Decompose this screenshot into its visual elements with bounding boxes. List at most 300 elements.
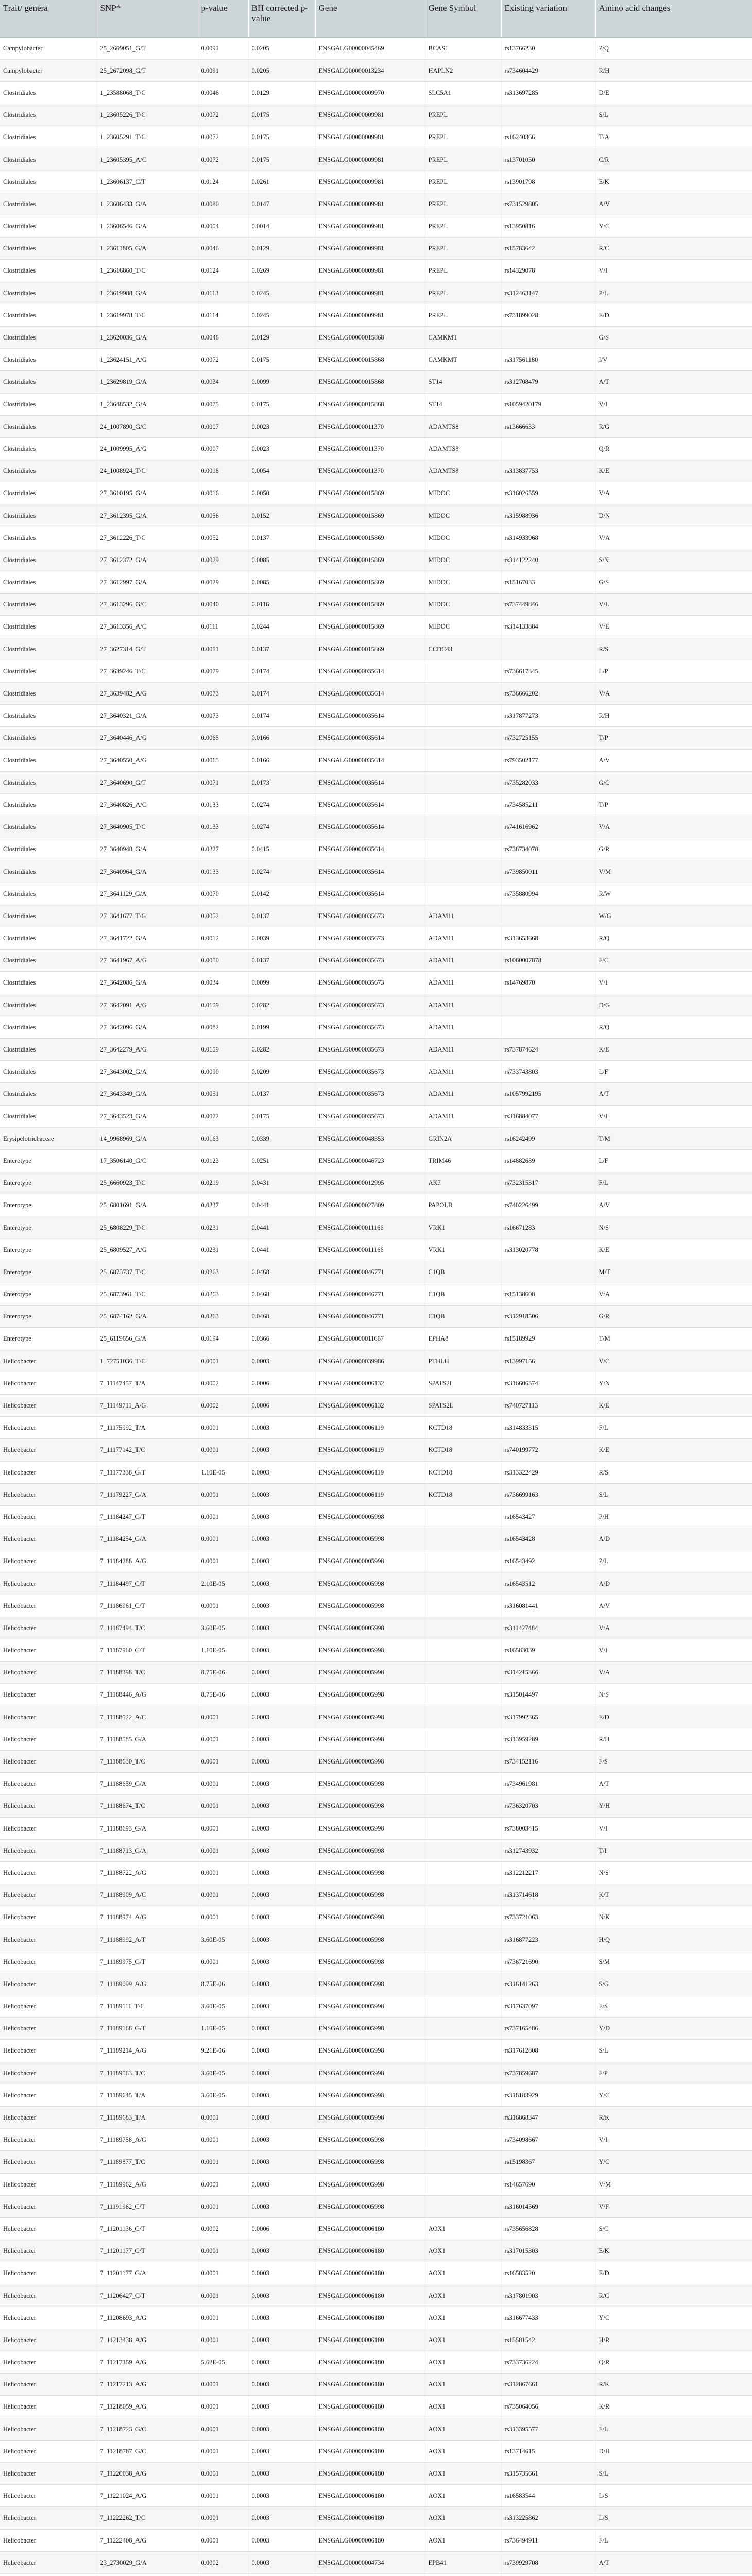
bh-p-value-cell: 0.0003 xyxy=(248,1595,315,1617)
gene-cell: ENSGALG00000015869 xyxy=(315,504,425,527)
gene-symbol-cell: CAMKMT xyxy=(425,349,501,371)
gene-cell: ENSGALG00000011370 xyxy=(315,437,425,460)
snp-cell: 7_11201177_C/T xyxy=(97,2240,198,2262)
trait-cell: Clostridiales xyxy=(0,638,97,660)
p-value-cell: 0.0046 xyxy=(198,81,248,104)
gene-symbol-cell: AOX1 xyxy=(425,2374,501,2396)
gene-cell: ENSGALG00000009981 xyxy=(315,193,425,215)
p-value-cell: 0.0072 xyxy=(198,349,248,371)
amino-acid-cell: E/D xyxy=(595,1706,752,1728)
existing-variation-cell: rs316877223 xyxy=(501,1928,595,1951)
gene-cell: ENSGALG00000006180 xyxy=(315,2262,425,2284)
p-value-cell: 0.0051 xyxy=(198,1083,248,1105)
gene-symbol-cell: MIDOC xyxy=(425,616,501,638)
gene-cell: ENSGALG00000005998 xyxy=(315,2018,425,2040)
p-value-cell: 0.0001 xyxy=(198,1528,248,1550)
bh-p-value-cell: 0.0274 xyxy=(248,816,315,838)
table-row xyxy=(0,2262,752,2284)
gene-symbol-cell: ADAM11 xyxy=(425,972,501,994)
gene-cell: ENSGALG00000005998 xyxy=(315,1951,425,1973)
table-row xyxy=(0,504,752,527)
amino-acid-cell: V/E xyxy=(595,616,752,638)
gene-symbol-cell xyxy=(425,682,501,704)
snp-cell: 7_11188909_A/C xyxy=(97,1884,198,1906)
gene-symbol-cell: AOX1 xyxy=(425,2262,501,2284)
amino-acid-cell: V/I xyxy=(595,1105,752,1127)
table-row xyxy=(0,1483,752,1505)
snp-cell: 27_3639482_A/G xyxy=(97,682,198,704)
bh-p-value-cell: 0.0003 xyxy=(248,2195,315,2217)
p-value-cell: 0.0163 xyxy=(198,1127,248,1149)
p-value-cell: 0.0091 xyxy=(198,59,248,81)
gene-symbol-cell: AOX1 xyxy=(425,2307,501,2329)
table-row xyxy=(0,126,752,148)
p-value-cell: 0.0001 xyxy=(198,1884,248,1906)
trait-cell: Helicobacter xyxy=(0,1483,97,1505)
gene-cell: ENSGALG00000009981 xyxy=(315,282,425,304)
amino-acid-cell: K/T xyxy=(595,1884,752,1906)
existing-variation-cell: rs14882689 xyxy=(501,1149,595,1172)
snp-cell: 7_11177338_G/T xyxy=(97,1461,198,1483)
table-row xyxy=(0,1350,752,1372)
existing-variation-cell: rs316141263 xyxy=(501,1973,595,1995)
bh-p-value-cell: 0.0174 xyxy=(248,682,315,704)
snp-cell: 7_11188522_A/C xyxy=(97,1706,198,1728)
amino-acid-cell: D/N xyxy=(595,504,752,527)
p-value-cell: 0.0007 xyxy=(198,415,248,437)
bh-p-value-cell: 0.0023 xyxy=(248,437,315,460)
gene-symbol-cell: SPATS2L xyxy=(425,1372,501,1394)
table-row xyxy=(0,1306,752,1328)
p-value-cell: 0.0114 xyxy=(198,304,248,326)
bh-p-value-cell: 0.0137 xyxy=(248,905,315,927)
table-row xyxy=(0,771,752,793)
snp-cell: 7_11217213_A/G xyxy=(97,2374,198,2396)
trait-cell: Enterotype xyxy=(0,1261,97,1283)
amino-acid-cell: F/L xyxy=(595,2418,752,2440)
amino-acid-cell: M/T xyxy=(595,1261,752,1283)
p-value-cell: 0.0072 xyxy=(198,104,248,126)
p-value-cell: 0.0001 xyxy=(198,2507,248,2529)
trait-cell: Helicobacter xyxy=(0,2507,97,2529)
table-row xyxy=(0,2040,752,2062)
table-row xyxy=(0,415,752,437)
existing-variation-cell: rs317561180 xyxy=(501,349,595,371)
table-row xyxy=(0,2284,752,2307)
snp-cell: 7_11188585_G/A xyxy=(97,1728,198,1750)
bh-p-value-cell: 0.0468 xyxy=(248,1306,315,1328)
p-value-cell: 0.0002 xyxy=(198,1394,248,1416)
trait-cell: Clostridiales xyxy=(0,905,97,927)
p-value-cell: 0.0034 xyxy=(198,371,248,393)
table-row xyxy=(0,1172,752,1194)
existing-variation-cell xyxy=(501,1016,595,1038)
snp-cell: 25_6873737_T/C xyxy=(97,1261,198,1283)
gene-symbol-cell: EPHA8 xyxy=(425,1328,501,1350)
amino-acid-cell: N/S xyxy=(595,1216,752,1239)
table-row xyxy=(0,1372,752,1394)
table-row xyxy=(0,1417,752,1439)
trait-cell: Clostridiales xyxy=(0,950,97,972)
amino-acid-cell: S/L xyxy=(595,1483,752,1505)
snp-cell: 7_11213438_A/G xyxy=(97,2329,198,2351)
snp-cell: 27_3627314_G/T xyxy=(97,638,198,660)
table-row xyxy=(0,883,752,905)
snp-cell: 1_72751036_T/C xyxy=(97,1350,198,1372)
p-value-cell: 9.21E-06 xyxy=(198,2040,248,2062)
trait-cell: Helicobacter xyxy=(0,1995,97,2018)
gene-cell: ENSGALG00000005998 xyxy=(315,1639,425,1662)
gene-symbol-cell: MIDOC xyxy=(425,504,501,527)
existing-variation-cell: rs736721690 xyxy=(501,1951,595,1973)
p-value-cell: 8.75E-06 xyxy=(198,1662,248,1684)
gene-symbol-cell xyxy=(425,860,501,883)
gene-symbol-cell: AOX1 xyxy=(425,2284,501,2307)
p-value-cell: 0.0194 xyxy=(198,1328,248,1350)
table-row xyxy=(0,816,752,838)
gene-symbol-cell: TRIM46 xyxy=(425,1149,501,1172)
amino-acid-cell: A/D xyxy=(595,1572,752,1595)
snp-cell: 7_11177142_T/C xyxy=(97,1439,198,1461)
gene-cell: ENSGALG00000005998 xyxy=(315,2040,425,2062)
amino-acid-cell: E/D xyxy=(595,2262,752,2284)
gene-symbol-cell xyxy=(425,1639,501,1662)
bh-p-value-cell: 0.0003 xyxy=(248,1951,315,1973)
table-row xyxy=(0,326,752,348)
p-value-cell: 0.0001 xyxy=(198,1350,248,1372)
p-value-cell: 0.0001 xyxy=(198,1817,248,1839)
existing-variation-cell: rs313322429 xyxy=(501,1461,595,1483)
existing-variation-cell: rs13701050 xyxy=(501,148,595,171)
trait-cell: Helicobacter xyxy=(0,1528,97,1550)
trait-cell: Enterotype xyxy=(0,1306,97,1328)
bh-p-value-cell: 0.0142 xyxy=(248,883,315,905)
gene-symbol-cell xyxy=(425,660,501,682)
p-value-cell: 0.0001 xyxy=(198,1595,248,1617)
existing-variation-cell: rs318183929 xyxy=(501,2084,595,2106)
gene-cell: ENSGALG00000035614 xyxy=(315,749,425,771)
table-body xyxy=(0,37,752,2576)
trait-cell: Helicobacter xyxy=(0,1439,97,1461)
snp-cell: 27_3643523_G/A xyxy=(97,1105,198,1127)
gene-cell: ENSGALG00000005998 xyxy=(315,1550,425,1572)
table-row xyxy=(0,104,752,126)
table-row xyxy=(0,1105,752,1127)
bh-p-value-cell: 0.0003 xyxy=(248,2396,315,2418)
trait-cell: Clostridiales xyxy=(0,549,97,571)
trait-cell: Clostridiales xyxy=(0,81,97,104)
header-snp: SNP* xyxy=(97,0,198,37)
p-value-cell: 0.0002 xyxy=(198,1372,248,1394)
trait-cell: Helicobacter xyxy=(0,1906,97,1928)
trait-cell: Helicobacter xyxy=(0,1839,97,1861)
table-row xyxy=(0,638,752,660)
gene-cell: ENSGALG00000011166 xyxy=(315,1216,425,1239)
bh-p-value-cell: 0.0003 xyxy=(248,1839,315,1861)
gene-cell: ENSGALG00000035673 xyxy=(315,1083,425,1105)
snp-cell: 25_6119656_G/A xyxy=(97,1328,198,1350)
snp-cell: 1_23605226_T/C xyxy=(97,104,198,126)
trait-cell: Helicobacter xyxy=(0,1750,97,1772)
existing-variation-cell xyxy=(501,104,595,126)
existing-variation-cell: rs733736224 xyxy=(501,2351,595,2374)
p-value-cell: 0.0012 xyxy=(198,927,248,950)
gene-cell: ENSGALG00000009981 xyxy=(315,260,425,282)
gene-symbol-cell xyxy=(425,1773,501,1795)
trait-cell: Helicobacter xyxy=(0,1973,97,1995)
table-row xyxy=(0,1928,752,1951)
bh-p-value-cell: 0.0003 xyxy=(248,2374,315,2396)
gene-symbol-cell xyxy=(425,883,501,905)
snp-cell: 27_3641677_T/G xyxy=(97,905,198,927)
trait-cell: Helicobacter xyxy=(0,2440,97,2462)
gene-cell: ENSGALG00000005998 xyxy=(315,1817,425,1839)
existing-variation-cell: rs1057992195 xyxy=(501,1083,595,1105)
p-value-cell: 3.60E-05 xyxy=(198,1617,248,1639)
bh-p-value-cell: 0.0003 xyxy=(248,1350,315,1372)
amino-acid-cell: V/I xyxy=(595,1817,752,1839)
trait-cell: Enterotype xyxy=(0,1194,97,1216)
amino-acid-cell: Y/C xyxy=(595,2151,752,2173)
amino-acid-cell: V/A xyxy=(595,816,752,838)
gene-symbol-cell: AOX1 xyxy=(425,2396,501,2418)
gene-cell: ENSGALG00000006180 xyxy=(315,2462,425,2484)
bh-p-value-cell: 0.0003 xyxy=(248,1995,315,2018)
gene-symbol-cell xyxy=(425,838,501,860)
p-value-cell: 0.0001 xyxy=(198,1483,248,1505)
trait-cell: Helicobacter xyxy=(0,1795,97,1817)
snp-cell: 7_11188674_T/C xyxy=(97,1795,198,1817)
existing-variation-cell: rs315735661 xyxy=(501,2462,595,2484)
table-row xyxy=(0,393,752,415)
amino-acid-cell: R/Q xyxy=(595,1016,752,1038)
bh-p-value-cell: 0.0003 xyxy=(248,2507,315,2529)
snp-cell: 7_11184247_G/T xyxy=(97,1505,198,1528)
existing-variation-cell xyxy=(501,1261,595,1283)
existing-variation-cell xyxy=(501,994,595,1016)
existing-variation-cell: rs740226499 xyxy=(501,1194,595,1216)
snp-cell: 7_11187494_T/C xyxy=(97,1617,198,1639)
bh-p-value-cell: 0.0251 xyxy=(248,1149,315,1172)
existing-variation-cell: rs316014569 xyxy=(501,2195,595,2217)
bh-p-value-cell: 0.0175 xyxy=(248,104,315,126)
amino-acid-cell: Y/N xyxy=(595,1372,752,1394)
gene-symbol-cell xyxy=(425,1973,501,1995)
table-row xyxy=(0,1572,752,1595)
snp-cell: 7_11189563_T/C xyxy=(97,2062,198,2084)
bh-p-value-cell: 0.0006 xyxy=(248,1372,315,1394)
amino-acid-cell: R/C xyxy=(595,238,752,260)
gene-cell: ENSGALG00000015868 xyxy=(315,393,425,415)
existing-variation-cell: rs732725155 xyxy=(501,727,595,749)
snp-cell: 7_11208693_A/G xyxy=(97,2307,198,2329)
trait-cell: Clostridiales xyxy=(0,193,97,215)
bh-p-value-cell: 0.0003 xyxy=(248,1684,315,1706)
snp-cell: 27_3643002_G/A xyxy=(97,1061,198,1083)
existing-variation-cell: rs317015303 xyxy=(501,2240,595,2262)
gene-cell: ENSGALG00000015868 xyxy=(315,349,425,371)
table-row xyxy=(0,1194,752,1216)
gene-symbol-cell xyxy=(425,1595,501,1617)
bh-p-value-cell: 0.0147 xyxy=(248,193,315,215)
p-value-cell: 0.0001 xyxy=(198,1439,248,1461)
gene-symbol-cell: VRK1 xyxy=(425,1216,501,1239)
bh-p-value-cell: 0.0003 xyxy=(248,1483,315,1505)
trait-cell: Clostridiales xyxy=(0,594,97,616)
existing-variation-cell: rs314833315 xyxy=(501,1417,595,1439)
snp-cell: 7_11188693_G/A xyxy=(97,1817,198,1839)
p-value-cell: 0.0159 xyxy=(198,994,248,1016)
p-value-cell: 0.0065 xyxy=(198,727,248,749)
amino-acid-cell: P/Q xyxy=(595,37,752,59)
bh-p-value-cell: 0.0003 xyxy=(248,1750,315,1772)
amino-acid-cell: F/L xyxy=(595,1172,752,1194)
gene-symbol-cell xyxy=(425,1550,501,1572)
existing-variation-cell: rs16543428 xyxy=(501,1528,595,1550)
bh-p-value-cell: 0.0099 xyxy=(248,972,315,994)
gene-symbol-cell: ADAM11 xyxy=(425,927,501,950)
p-value-cell: 0.0111 xyxy=(198,616,248,638)
gene-cell: ENSGALG00000015869 xyxy=(315,616,425,638)
gene-cell: ENSGALG00000009981 xyxy=(315,148,425,171)
trait-cell: Clostridiales xyxy=(0,771,97,793)
table-row xyxy=(0,349,752,371)
trait-cell: Helicobacter xyxy=(0,2062,97,2084)
existing-variation-cell: rs315014497 xyxy=(501,1684,595,1706)
gene-symbol-cell: PREPL xyxy=(425,126,501,148)
trait-cell: Helicobacter xyxy=(0,1728,97,1750)
gene-symbol-cell: AOX1 xyxy=(425,2440,501,2462)
trait-cell: Helicobacter xyxy=(0,1372,97,1394)
header-row xyxy=(0,0,752,37)
table-row xyxy=(0,2195,752,2217)
trait-cell: Clostridiales xyxy=(0,460,97,482)
snp-cell: 7_11147457_T/A xyxy=(97,1372,198,1394)
table-row xyxy=(0,1283,752,1306)
bh-p-value-cell: 0.0003 xyxy=(248,1795,315,1817)
bh-p-value-cell: 0.0129 xyxy=(248,326,315,348)
gene-symbol-cell: ADAM11 xyxy=(425,994,501,1016)
trait-cell: Clostridiales xyxy=(0,148,97,171)
gene-symbol-cell: ADAMTS8 xyxy=(425,460,501,482)
table-row xyxy=(0,1216,752,1239)
bh-p-value-cell: 0.0003 xyxy=(248,2529,315,2551)
snp-cell: 25_2672098_G/T xyxy=(97,59,198,81)
gene-cell: ENSGALG00000005998 xyxy=(315,1572,425,1595)
p-value-cell: 0.0001 xyxy=(198,1417,248,1439)
gene-symbol-cell: EPB41 xyxy=(425,2551,501,2573)
amino-acid-cell: A/D xyxy=(595,1528,752,1550)
gene-cell: ENSGALG00000011166 xyxy=(315,1239,425,1261)
gene-cell: ENSGALG00000011370 xyxy=(315,460,425,482)
table-row xyxy=(0,1016,752,1038)
trait-cell: Clostridiales xyxy=(0,415,97,437)
gene-cell: ENSGALG00000005998 xyxy=(315,1795,425,1817)
trait-cell: Enterotype xyxy=(0,1239,97,1261)
bh-p-value-cell: 0.0003 xyxy=(248,1662,315,1684)
gene-symbol-cell xyxy=(425,2173,501,2195)
trait-cell: Clostridiales xyxy=(0,793,97,816)
table-row xyxy=(0,1239,752,1261)
existing-variation-cell: rs740199772 xyxy=(501,1439,595,1461)
trait-cell: Helicobacter xyxy=(0,1505,97,1528)
table-row xyxy=(0,616,752,638)
existing-variation-cell: rs736320703 xyxy=(501,1795,595,1817)
p-value-cell: 0.0001 xyxy=(198,2307,248,2329)
p-value-cell: 3.60E-05 xyxy=(198,2062,248,2084)
bh-p-value-cell: 0.0006 xyxy=(248,2217,315,2240)
snp-cell: 7_11189111_T/C xyxy=(97,1995,198,2018)
existing-variation-cell: rs737449846 xyxy=(501,594,595,616)
snp-cell: 27_3642096_G/A xyxy=(97,1016,198,1038)
gene-cell: ENSGALG00000006132 xyxy=(315,1394,425,1416)
table-row xyxy=(0,1461,752,1483)
gene-cell: ENSGALG00000005998 xyxy=(315,1861,425,1884)
p-value-cell: 0.0029 xyxy=(198,571,248,594)
table-row xyxy=(0,1995,752,2018)
amino-acid-cell: E/K xyxy=(595,171,752,193)
snp-cell: 24_1008924_T/C xyxy=(97,460,198,482)
amino-acid-cell: R/S xyxy=(595,1461,752,1483)
bh-p-value-cell: 0.0039 xyxy=(248,927,315,950)
table-row xyxy=(0,2507,752,2529)
existing-variation-cell: rs15138608 xyxy=(501,1283,595,1306)
table-row xyxy=(0,2173,752,2195)
bh-p-value-cell: 0.0245 xyxy=(248,304,315,326)
amino-acid-cell: V/A xyxy=(595,1283,752,1306)
amino-acid-cell: A/V xyxy=(595,749,752,771)
snp-cell: 27_3640948_G/A xyxy=(97,838,198,860)
table-row xyxy=(0,950,752,972)
table-row xyxy=(0,1951,752,1973)
table-row xyxy=(0,994,752,1016)
p-value-cell: 0.0001 xyxy=(198,2329,248,2351)
amino-acid-cell: T/M xyxy=(595,1127,752,1149)
amino-acid-cell: S/N xyxy=(595,549,752,571)
snp-cell: 7_11189099_A/G xyxy=(97,1973,198,1995)
gene-cell xyxy=(315,2573,425,2576)
trait-cell: Clostridiales xyxy=(0,371,97,393)
gene-symbol-cell xyxy=(425,2062,501,2084)
gene-symbol-cell: PREPL xyxy=(425,104,501,126)
p-value-cell: 0.0001 xyxy=(198,2529,248,2551)
trait-cell: Clostridiales xyxy=(0,260,97,282)
p-value-cell: 3.60E-05 xyxy=(198,2084,248,2106)
p-value-cell: 0.0001 xyxy=(198,1839,248,1861)
bh-p-value-cell: 0.0003 xyxy=(248,2284,315,2307)
table-row xyxy=(0,1127,752,1149)
existing-variation-cell: rs738734078 xyxy=(501,838,595,860)
snp-cell: 1_23648532_G/A xyxy=(97,393,198,415)
p-value-cell: 0.0001 xyxy=(198,2151,248,2173)
table-row xyxy=(0,972,752,994)
existing-variation-cell xyxy=(501,638,595,660)
existing-variation-cell: rs739929708 xyxy=(501,2551,595,2573)
gene-cell: ENSGALG00000006119 xyxy=(315,1483,425,1505)
table-row xyxy=(0,2307,752,2329)
gene-cell: ENSGALG00000005998 xyxy=(315,1995,425,2018)
trait-cell: Clostridiales xyxy=(0,660,97,682)
bh-p-value-cell: 0.0003 xyxy=(248,2106,315,2128)
gene-symbol-cell: KCTD18 xyxy=(425,1417,501,1439)
gene-symbol-cell xyxy=(425,1505,501,1528)
p-value-cell: 0.0046 xyxy=(198,238,248,260)
gene-symbol-cell: ADAM11 xyxy=(425,1105,501,1127)
bh-p-value-cell: 0.0166 xyxy=(248,749,315,771)
bh-p-value-cell: 0.0003 xyxy=(248,1861,315,1884)
bh-p-value-cell: 0.0003 xyxy=(248,1817,315,1839)
amino-acid-cell: F/L xyxy=(595,2529,752,2551)
